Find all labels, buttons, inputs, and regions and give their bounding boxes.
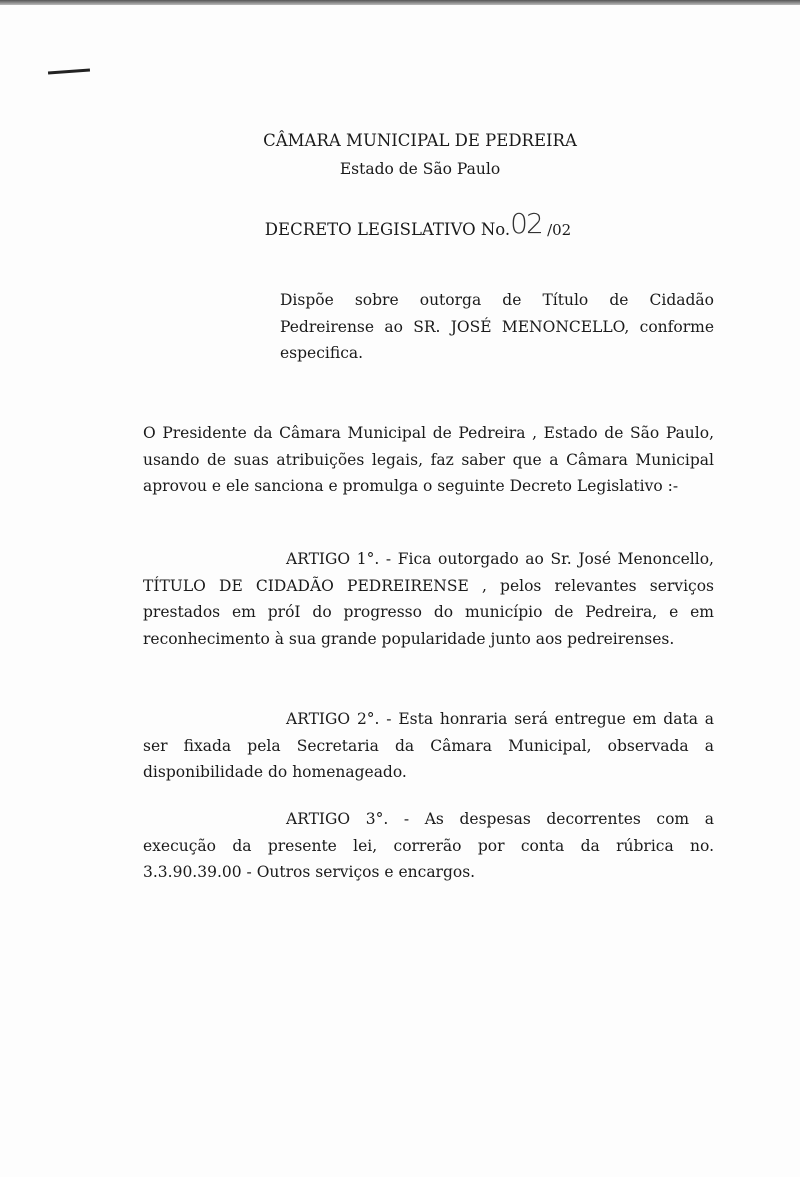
article-3 [143,806,714,886]
article-text: As despesas decorrentes com a execução da presente lei, correrão por conta da rúbrica no. 3.3.90.39.00 - Outros serviços e encargos. [143,810,714,881]
decree-title [18,207,800,240]
article-text: Esta honraria será entregue em data a ser fixada pela Secretaria da Câmara Municipal, observada a disponibilidade do homenageado. [143,710,714,781]
decree-number-handwritten: 02 [510,207,542,240]
pen-mark [48,69,90,75]
article-label: ARTIGO 1°. - [286,550,392,568]
institution-title: CÂMARA MUNICIPAL DE PEDREIRA [263,131,577,150]
article-label: ARTIGO 2°. - [286,710,392,728]
article-label: ARTIGO 3°. - [286,810,410,828]
article-2 [143,706,714,786]
decree-year: /02 [547,221,572,239]
article-1 [143,546,714,652]
state-subtitle: Estado de São Paulo [339,160,501,178]
article-text: Fica outorgado ao Sr. José Menoncello, TÍTULO DE CIDADÃO PEDREIRENSE , pelos relevantes serviços prestados em próI do progresso do município de Pedreira, e em reconhecimento à sua grande popularidade junto aos pedreirenses. [143,550,714,648]
preamble: O Presidente da Câmara Municipal de Pedreira , Estado de São Paulo, usando de suas atribuições legais, faz saber que a Câmara Municipal aprovou e ele sanciona e promulga o seguinte Decreto Legislativo :- [143,424,714,495]
decree-label: DECRETO LEGISLATIVO No. [264,220,511,239]
scan-edge [0,0,800,5]
ementa: Dispõe sobre outorga de Título de Cidadão Pedreirense ao SR. JOSÉ MENONCELLO, conforme especifica. [280,291,714,362]
